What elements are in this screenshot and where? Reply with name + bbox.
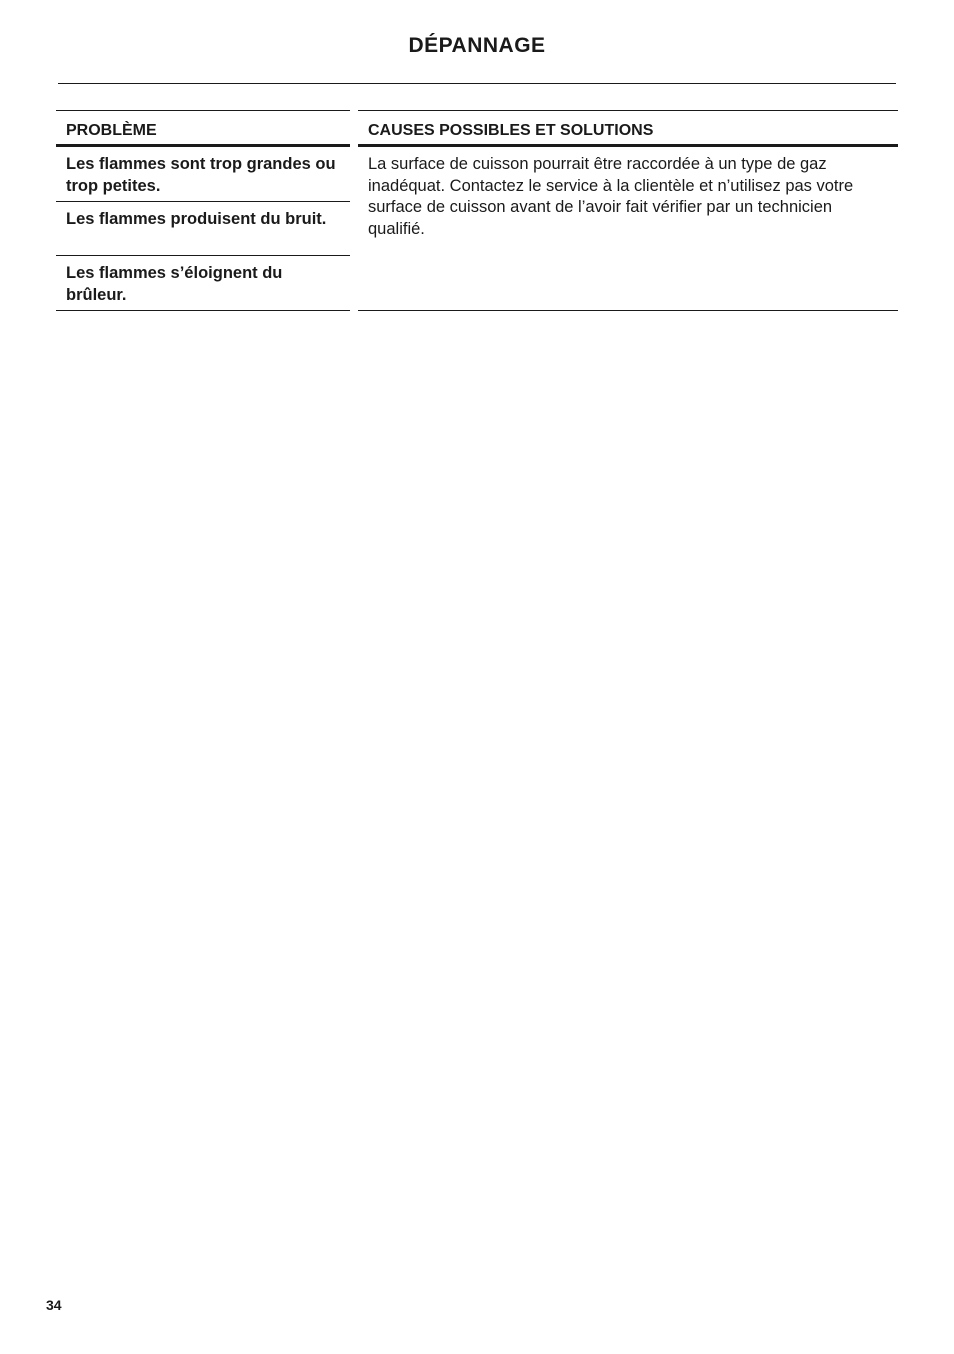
problem-row: Les flammes s’éloignent du brûleur. xyxy=(56,256,350,311)
problem-row: Les flammes sont trop grandes ou trop petites. xyxy=(56,147,350,202)
problem-row: Les flammes produisent du bruit. xyxy=(56,202,350,256)
page-number: 34 xyxy=(46,1297,62,1313)
problem-column xyxy=(56,110,350,311)
problem-column-header: PROBLÈME xyxy=(56,110,350,147)
page-title: DÉPANNAGE xyxy=(408,34,546,57)
solutions-column xyxy=(358,110,898,311)
solution-text: La surface de cuisson pourrait être raccordée à un type de gaz inadéquat. Contactez le service à la clientèle et n’utilisez pas votre surface de cuisson avant de l’avoir fait vérifier par un technicien qualifié. xyxy=(358,147,898,311)
solutions-column-header: CAUSES POSSIBLES ET SOLUTIONS xyxy=(358,110,898,147)
title-divider xyxy=(58,83,896,84)
